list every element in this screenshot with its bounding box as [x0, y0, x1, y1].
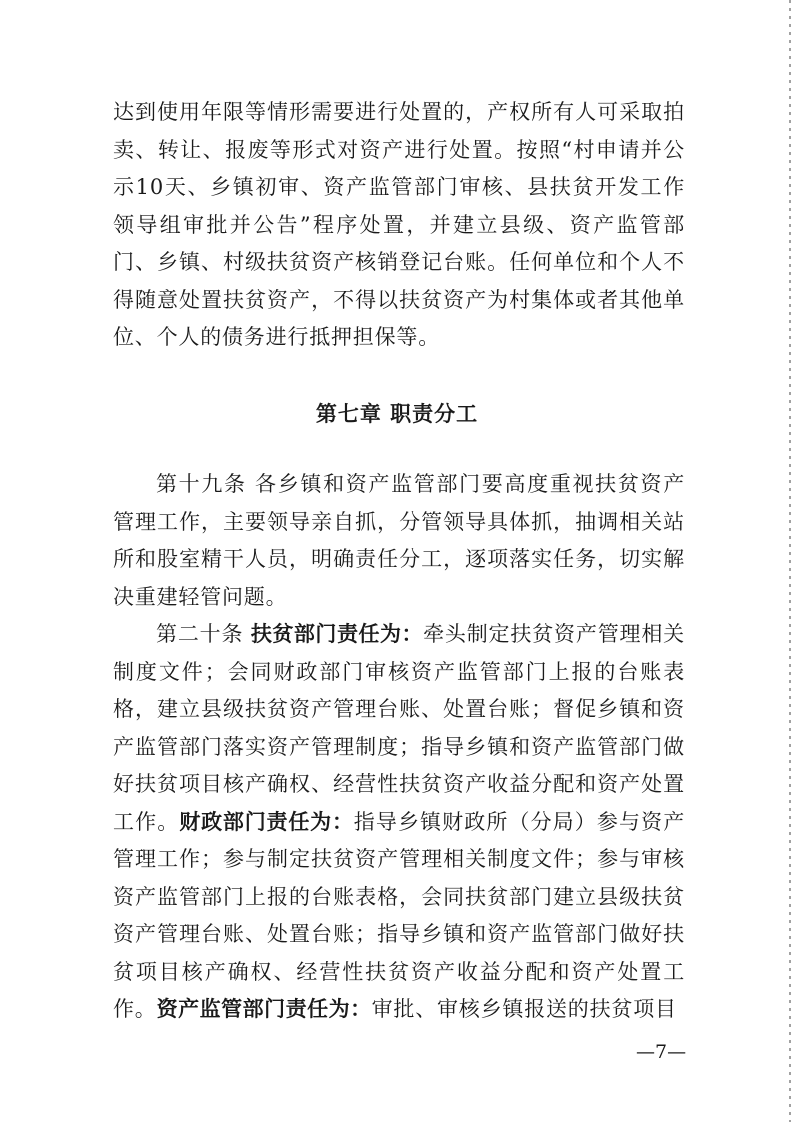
supervision-dept-label: 资产监管部门责任为： [156, 997, 372, 1021]
poverty-dept-label: 扶贫部门责任为： [250, 622, 424, 646]
finance-dept-label: 财政部门责任为： [179, 809, 354, 834]
chapter-heading: 第七章 职责分工 [315, 402, 479, 426]
finance-dept-text: 指导乡镇财政所（分局）参与资产管理工作；参与制定扶贫资产管理相关制度文件；参与审核资产监管部门上报的台账表格，会同扶贫部门建立县级扶贫资产管理台账、处置台账；指导乡镇和资产监管部门做好扶贫项目核产确权、经营性扶贫资产收益分配和资产处置工作。 [113, 809, 686, 1021]
article-20-paragraph [113, 616, 685, 1029]
supervision-dept-text: 审批、审核乡镇报送的扶贫项目 [371, 997, 677, 1021]
paragraph-disposal-procedure: 达到使用年限等情形需要进行处置的，产权所有人可采取拍卖、转让、报废等形式对资产进行处置。按照“村申请并公示10天、乡镇初审、资产监管部门审核、县扶贫开发工作领导组审批并公告”程序处置，并建立县级、资产监管部门、乡镇、村级扶贫资产核销登记台账。任何单位和个人不得随意处置扶贫资产，不得以扶贫资产为村集体或者其他单位、个人的债务进行抵押担保等。 [113, 100, 685, 349]
scan-edge-mark [789, 0, 791, 1122]
article-19-paragraph: 第十九条 各乡镇和资产监管部门要高度重视扶贫资产管理工作，主要领导亲自抓，分管领导具体抓，抽调相关站所和股室精干人员，明确责任分工，逐项落实任务，切实解决重建轻管问题。 [113, 472, 685, 609]
article-20-label: 第二十条 [156, 622, 251, 646]
page-number: —7— [636, 1041, 687, 1063]
poverty-dept-text: 牵头制定扶贫资产管理相关制度文件；会同财政部门审核资产监管部门上报的台账表格，建立县级扶贫资产管理台账、处置台账；督促乡镇和资产监管部门落实资产管理制度；指导乡镇和资产监管部门做好扶贫项目核产确权、经营性扶贫资产收益分配和资产处置工作。 [113, 622, 685, 834]
